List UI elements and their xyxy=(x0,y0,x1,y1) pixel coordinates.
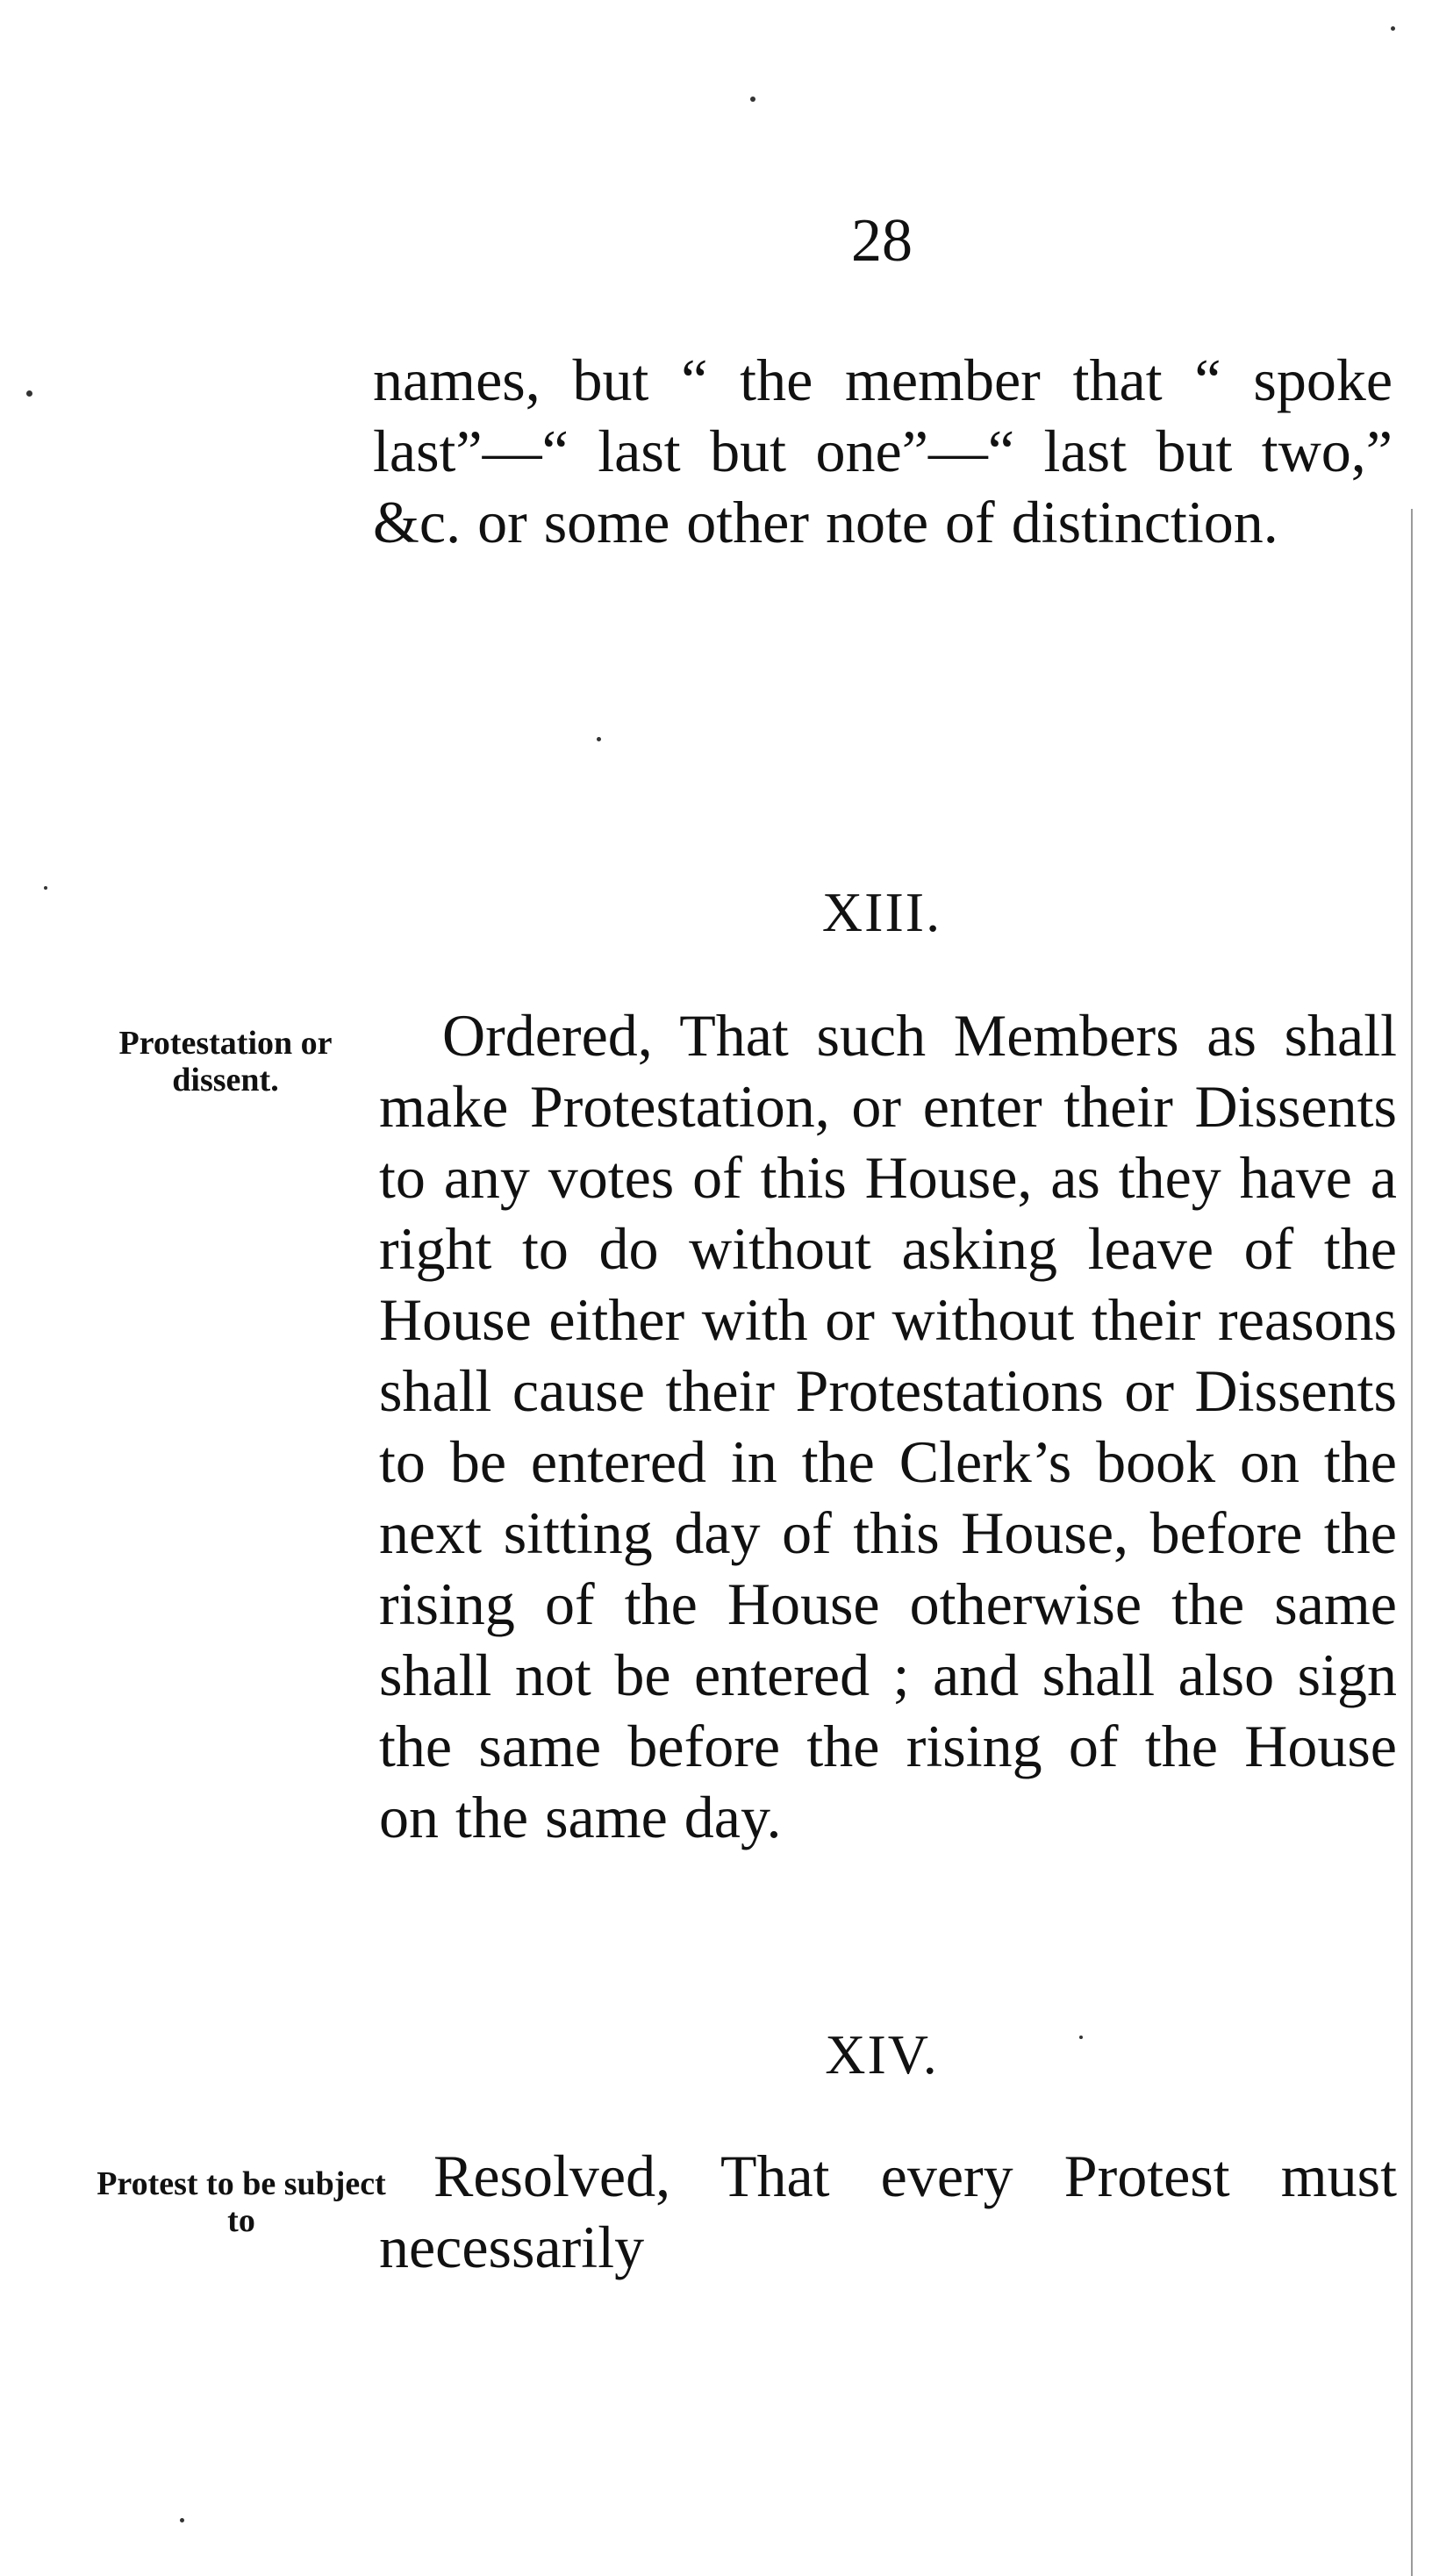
scan-speck xyxy=(750,97,755,102)
scan-speck xyxy=(1391,26,1395,31)
scan-speck xyxy=(180,2518,184,2522)
section-13-sidenote: Protestation or dissent. xyxy=(118,1025,333,1098)
scan-speck xyxy=(1079,2036,1083,2039)
scan-speck xyxy=(597,737,601,741)
scan-speck xyxy=(26,390,32,397)
scan-speck xyxy=(44,886,47,890)
intro-paragraph: names, but “ the member that “ spoke last”—“ last but one”—“ last but two,” &c. or some other note of distinction. xyxy=(373,347,1393,555)
section-14-text: Resolved, That every Protest must necessarily xyxy=(379,2143,1397,2280)
section-14-heading: XIV. xyxy=(825,2023,939,2086)
section-13-heading: XIII. xyxy=(821,881,942,943)
section-14-sidenote: Protest to be subject to xyxy=(97,2165,386,2239)
section-13-text: Ordered, That such Members as shall make Protestation, or enter their Dissents to any votes of this House, as they have a right to do without asking leave of the House either with or without their reasons shall cause their Protestations or Dissents to be entered in the Clerk’s book on the next sitting day of this House, before the rising of the House otherwise the same shall not be entered ; and shall also sign the same before the rising of the House on the same day. xyxy=(379,1002,1397,1850)
page-number: 28 xyxy=(851,207,913,275)
page-edge-rule xyxy=(1411,509,1413,2576)
